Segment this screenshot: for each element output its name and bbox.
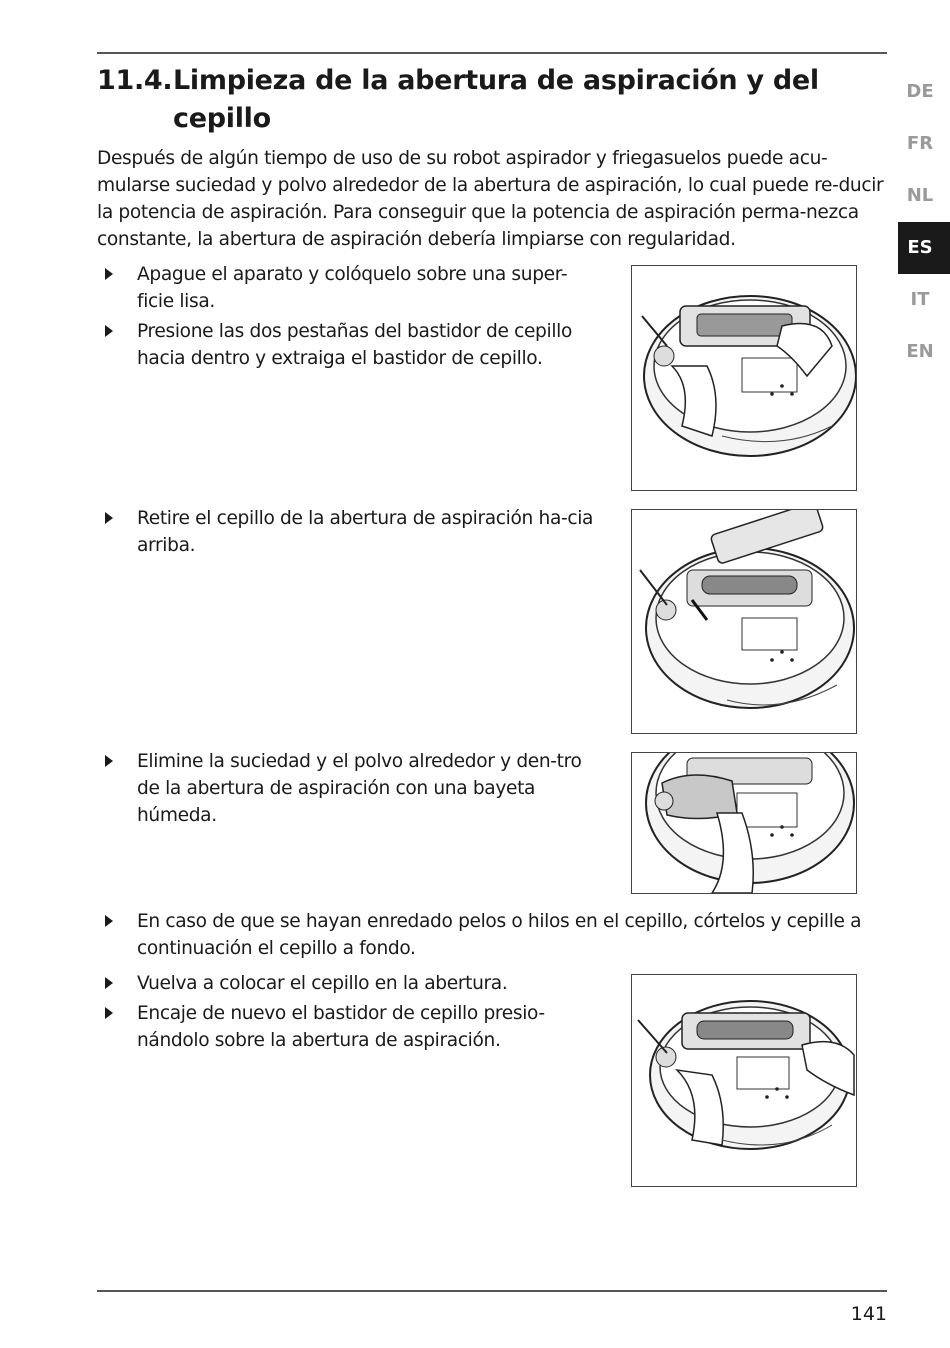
robot-vacuum-illustration [632,510,856,733]
bottom-rule [97,1290,887,1292]
step-text: En caso de que se hayan enredado pelos o hilos en el cepillo, córtelos y cepille a continuación el cepillo a fondo. [137,911,862,959]
list-item [105,748,595,829]
lang-tab-fr[interactable]: FR [906,133,934,154]
top-rule [97,52,887,54]
list-item [105,261,595,315]
figure-lift-brush [631,509,857,734]
step-text: Elimine la suciedad y el polvo alrededor y den-tro de la abertura de aspiración con una bayeta húmeda. [137,751,582,826]
page-number: 141 [850,1303,887,1325]
step-text: Apague el aparato y colóquelo sobre una super-ficie lisa. [137,264,568,312]
bullet-triangle-icon [105,325,113,337]
robot-vacuum-illustration [632,975,856,1186]
figure-remove-brush-frame [631,265,857,491]
bullet-triangle-icon [105,268,113,280]
bullet-triangle-icon [105,1007,113,1019]
section-number: 11.4. [97,65,173,96]
list-item [105,1000,595,1054]
bullet-triangle-icon [105,755,113,767]
section-title: Limpieza de la abertura de aspiración y del cepillo [173,65,819,134]
bullet-triangle-icon [105,977,113,989]
list-item [105,908,885,962]
figure-wipe-opening [631,752,857,894]
list-item [105,318,595,372]
lang-tab-es[interactable]: ES [898,222,950,274]
figure-reinsert-brush-frame [631,974,857,1187]
list-item [105,970,595,997]
language-tabs [898,66,950,378]
intro-paragraph: Después de algún tiempo de uso de su robot aspirador y friegasuelos puede acu-mularse suciedad y polvo alrededor de la abertura de aspiración, lo cual puede re-ducir la potencia de aspiración. Para conseguir que la potencia de aspiración perma-nezca constante, la abertura de aspiración debería limpiarse con regularidad. [97,148,884,250]
lang-tab-nl[interactable]: NL [906,185,934,206]
lang-tab-it[interactable]: IT [910,289,930,310]
bullet-triangle-icon [105,915,113,927]
section-heading [97,62,877,138]
step-text: Vuelva a colocar el cepillo en la abertura. [137,973,508,994]
robot-vacuum-illustration [632,753,856,893]
bullet-triangle-icon [105,512,113,524]
step-text: Encaje de nuevo el bastidor de cepillo presio-nándolo sobre la abertura de aspiración. [137,1003,545,1051]
list-item [105,505,595,559]
step-text: Retire el cepillo de la abertura de aspiración ha-cia arriba. [137,508,594,556]
lang-tab-de[interactable]: DE [906,81,934,102]
lang-tab-en[interactable]: EN [906,341,934,362]
step-text: Presione las dos pestañas del bastidor de cepillo hacia dentro y extraiga el bastidor de cepillo. [137,321,572,369]
robot-vacuum-illustration [632,266,856,490]
